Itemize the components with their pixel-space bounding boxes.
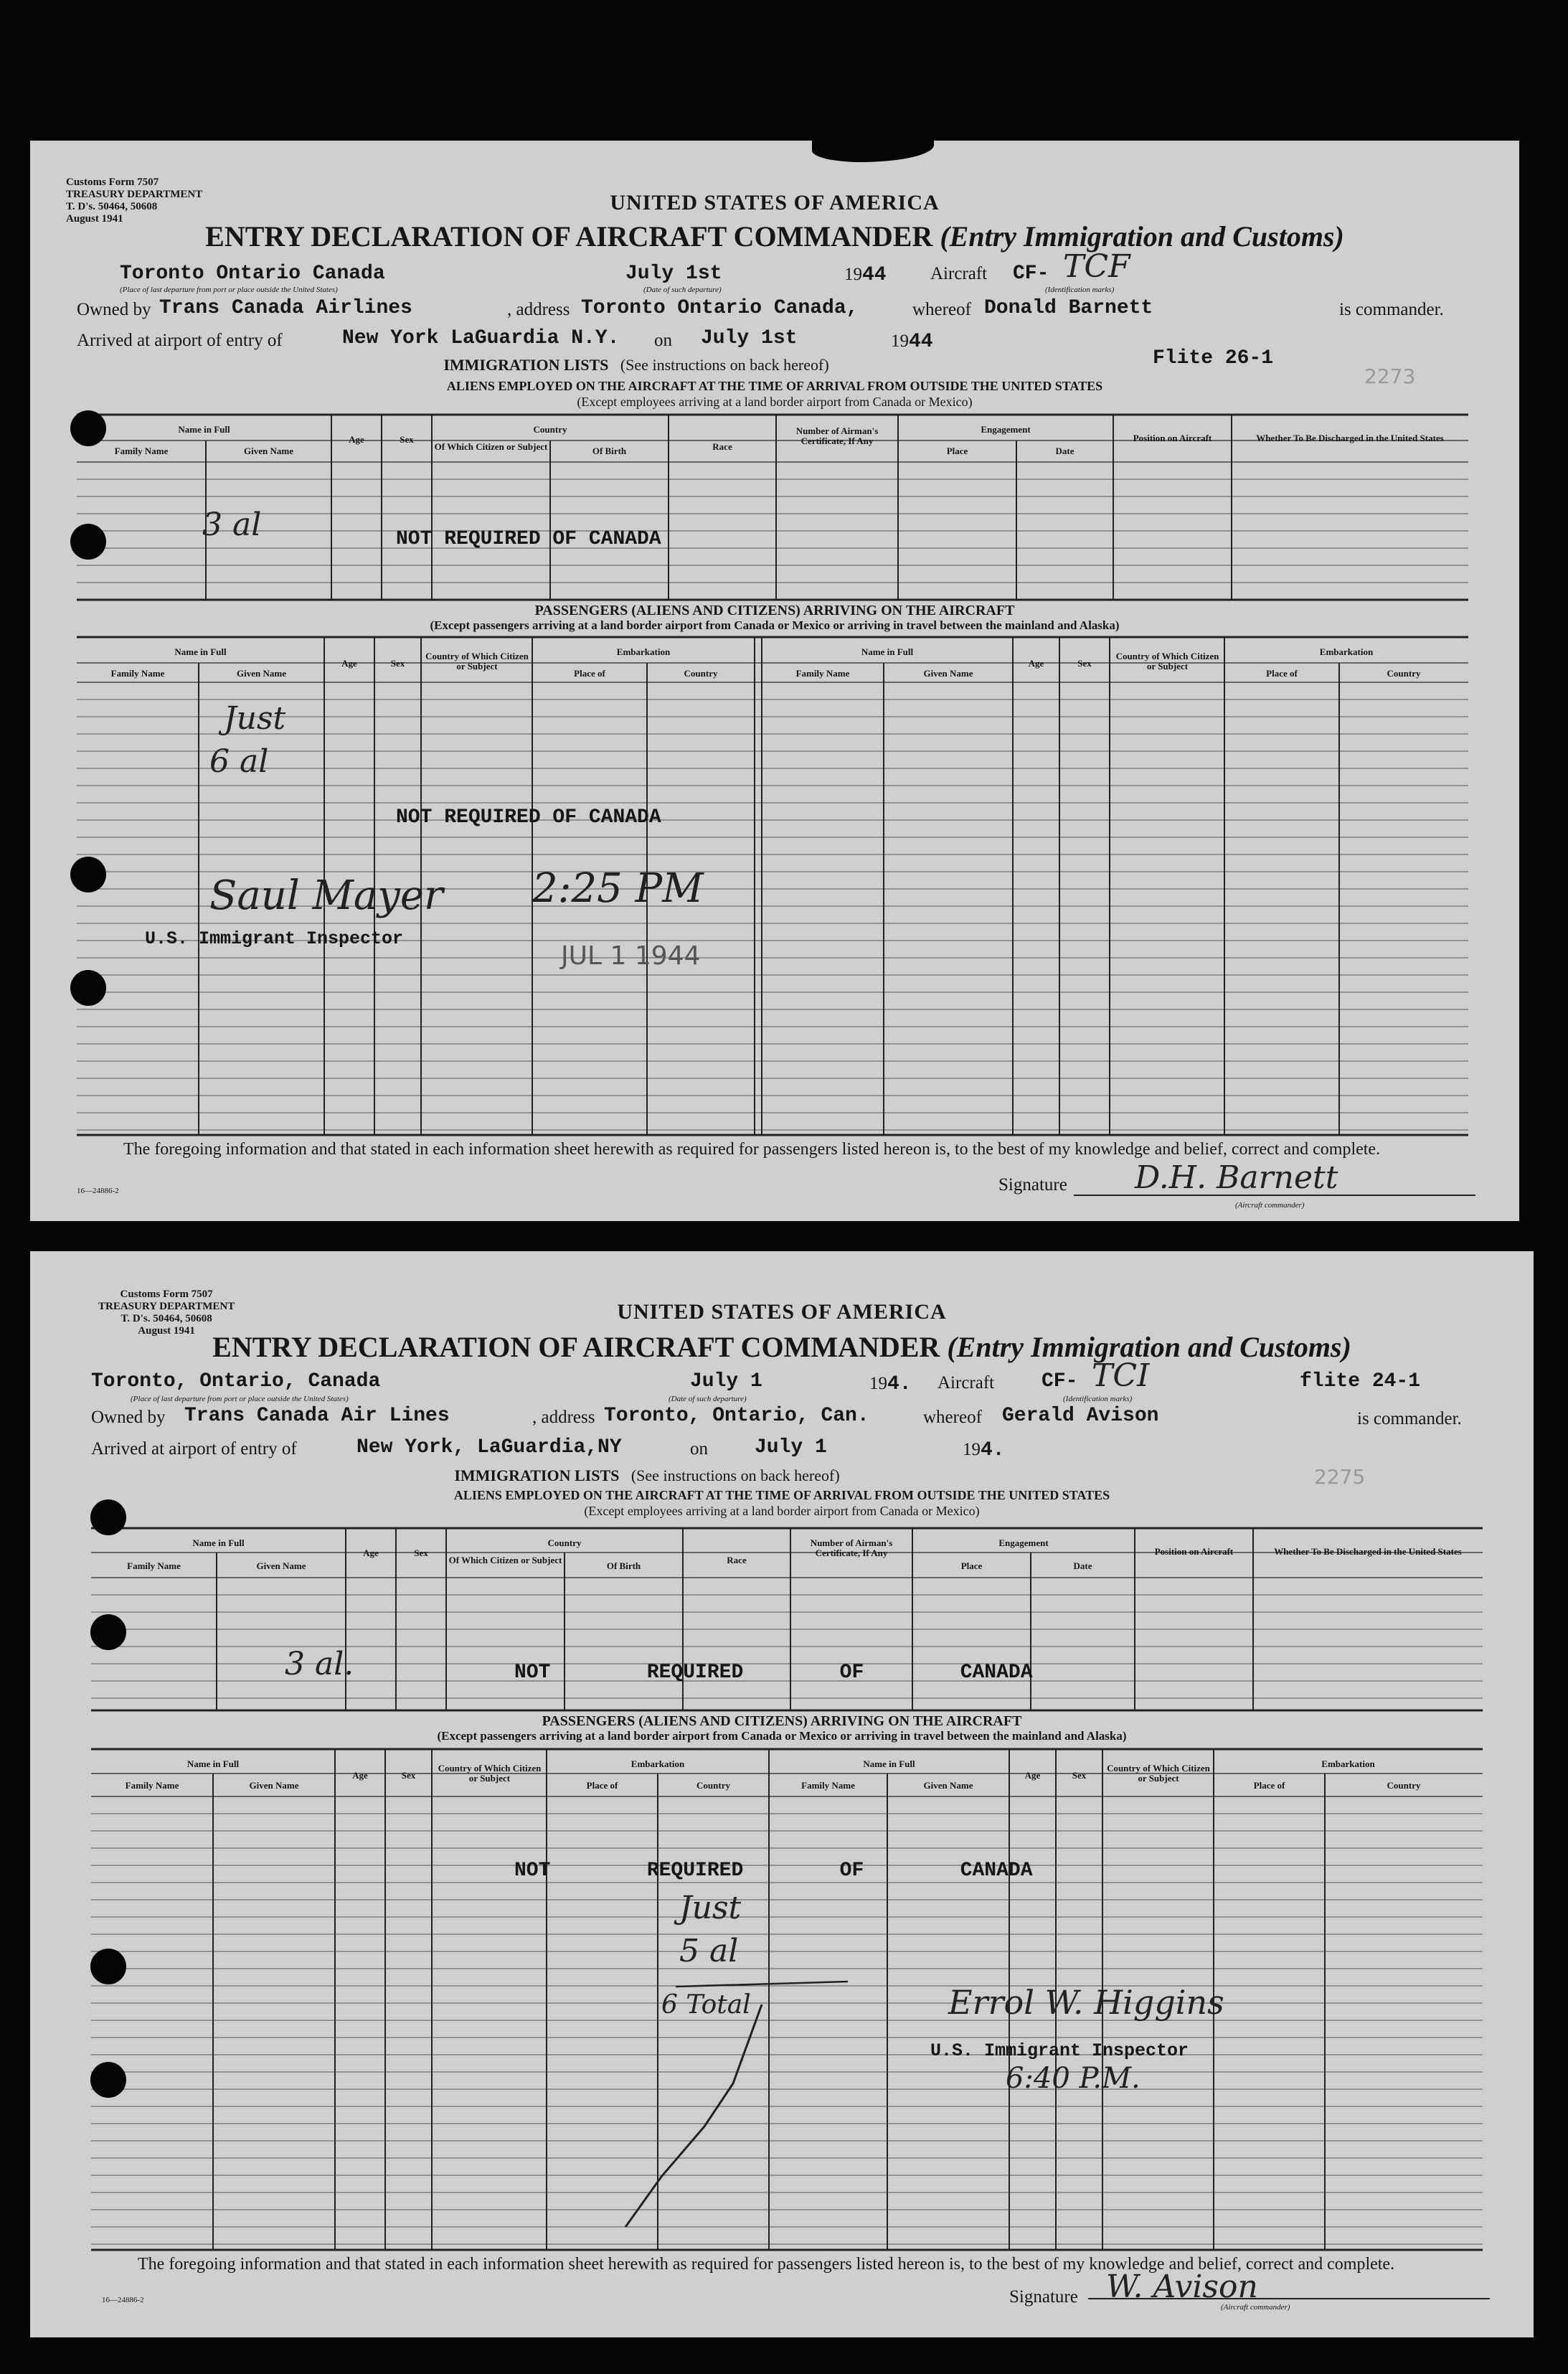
crew-header-race: Race [712, 441, 732, 452]
inspector-title: U.S. Immigrant Inspector [930, 2040, 1189, 2061]
crew-header-age: Age [349, 434, 364, 445]
crew-header-date: Date [1055, 446, 1075, 456]
immigration-lists: IMMIGRATION LISTS (See instructions on back hereof) [443, 356, 829, 374]
pax-header-embarkation: Embarkation [616, 646, 671, 657]
pax-header-given-name-2: Given Name [923, 1780, 973, 1791]
passengers-except: (Except passengers arriving at a land border airport from Canada or Mexico or arriving in travel between the mainland and Alaska) [430, 618, 1120, 632]
crew-header-country: Country [547, 1537, 582, 1548]
pax-header-sex: Sex [401, 1770, 416, 1781]
country-heading: UNITED STATES OF AMERICA [610, 191, 940, 215]
form-number: Customs Form 7507 [120, 1289, 213, 1300]
aircraft-mark: CF- [1042, 1370, 1078, 1393]
crew-header-given-name: Given Name [244, 446, 293, 456]
crew-header-country: Country [533, 424, 567, 435]
print-code: 16—24886-2 [77, 1187, 119, 1195]
departure-caption: (Place of last departure from port or place outside the United States) [131, 1395, 349, 1403]
declaration-form-1 [30, 141, 1519, 1221]
inspector-signature: Errol W. Higgins [948, 1983, 1224, 2022]
pax-header-name-in-full-2: Name in Full [861, 646, 914, 657]
crew-header-airmans-cert: Number of Airman's Certificate, If Any [810, 1537, 893, 1558]
binder-hole [70, 857, 106, 892]
pax-header-given-name: Given Name [249, 1780, 299, 1791]
signature-line [30, 141, 1519, 1221]
arrived-label: Arrived at airport of entry of [77, 331, 283, 350]
pax-handwritten-note-2: 5 al [679, 1933, 739, 1969]
immigration-lists: IMMIGRATION LISTS (See instructions on back hereof) [454, 1466, 840, 1484]
crew-header-discharged: Whether To Be Discharged in the United States [1256, 433, 1444, 443]
inspector-time: 6:40 P.M. [1006, 2062, 1140, 2095]
crew-header-name-in-full: Name in Full [192, 1537, 245, 1548]
binder-hole [90, 1499, 126, 1535]
crew-header-position: Position on Aircraft [1133, 433, 1212, 443]
id-caption: (Identification marks) [1045, 286, 1115, 294]
pax-header-citizen-of-2: Country of Which Citizen or Subject [1107, 1763, 1210, 1784]
departure-place: Toronto, Ontario, Canada [91, 1370, 381, 1393]
owner: Trans Canada Airlines [159, 297, 412, 319]
form-title: ENTRY DECLARATION OF AIRCRAFT COMMANDER (Entry Immigration and Customs) [212, 1331, 1351, 1363]
binder-hole [90, 2062, 126, 2098]
departure-date: July 1st [625, 263, 722, 285]
crew-header-family-name: Family Name [114, 446, 169, 456]
crew-header-citizen-of: Of Which Citizen or Subject [434, 441, 548, 452]
aliens-except: (Except employees arriving at a land border airport from Canada or Mexico) [577, 395, 973, 409]
id-caption: (Identification marks) [1063, 1395, 1133, 1403]
pax-header-citizen-of: Country of Which Citizen or Subject [425, 651, 529, 672]
commander-signature: D.H. Barnett [1135, 1159, 1338, 1196]
is-commander-label: is commander. [1357, 1409, 1462, 1428]
crew-header-name-in-full: Name in Full [178, 424, 230, 435]
pax-handwritten-note-3: 6 Total [661, 1990, 751, 2020]
crew-header-discharged: Whether To Be Discharged in the United States [1274, 1546, 1462, 1557]
crew-typed-note: NOT REQUIRED OF CANADA [514, 1662, 1033, 1684]
pax-header-sex-2: Sex [1072, 1770, 1087, 1781]
revision-date: August 1941 [66, 213, 123, 225]
signature-label: Signature [998, 1175, 1067, 1195]
arrival-date: July 1st [701, 327, 798, 349]
declaration-text: The foregoing information and that stated in each information sheet herewith as required for passengers listed hereon is, to the best of my knowledge and belief, correct and complete. [123, 1140, 1381, 1159]
signature-caption: (Aircraft commander) [1235, 1201, 1305, 1210]
form-number: Customs Form 7507 [66, 176, 159, 188]
form-grid [30, 1251, 1534, 2337]
crew-header-citizen-of: Of Which Citizen or Subject [448, 1555, 562, 1565]
arrival-year: 194. [963, 1439, 1005, 1461]
pax-typed-note: NOT REQUIRED OF CANADA [396, 806, 661, 829]
crew-header-place: Place [960, 1560, 983, 1571]
pax-typed-note: NOT REQUIRED OF CANADA [514, 1860, 1033, 1882]
pax-header-sex: Sex [390, 658, 405, 669]
print-code: 16—24886-2 [102, 2296, 144, 2304]
address-label: , address [532, 1408, 595, 1427]
aliens-except: (Except employees arriving at a land border airport from Canada or Mexico) [584, 1504, 980, 1518]
inspector-signature: Saul Mayer [209, 872, 443, 919]
pax-header-family-name: Family Name [125, 1780, 179, 1791]
crew-header-given-name: Given Name [256, 1560, 306, 1571]
signature-caption: (Aircraft commander) [1221, 2303, 1290, 2312]
address: Toronto, Ontario, Can. [604, 1405, 869, 1427]
crew-header-engagement: Engagement [981, 424, 1031, 435]
aircraft-mark: CF- [1013, 263, 1049, 285]
binder-hole [70, 410, 106, 446]
commander-name: Donald Barnett [984, 297, 1153, 319]
revision-date: August 1941 [138, 1325, 195, 1337]
crew-header-race: Race [727, 1555, 747, 1565]
pax-header-citizen-of: Country of Which Citizen or Subject [438, 1763, 542, 1784]
on-label: on [690, 1439, 708, 1459]
date-caption: (Date of such departure) [669, 1395, 747, 1403]
flight-number: flite 24-1 [1300, 1370, 1421, 1393]
crew-header-place: Place [946, 446, 968, 456]
pax-header-sex-2: Sex [1077, 658, 1092, 669]
pax-header-embarkation-2: Embarkation [1319, 646, 1374, 657]
td-number: T. D's. 50464, 50608 [121, 1313, 212, 1324]
binder-hole [70, 970, 106, 1006]
pax-header-country-2: Country [1387, 668, 1421, 679]
pax-header-given-name: Given Name [237, 668, 286, 679]
commander-name: Gerald Avison [1002, 1405, 1159, 1427]
passengers-heading: PASSENGERS (ALIENS AND CITIZENS) ARRIVING ON THE AIRCRAFT [542, 1713, 1022, 1729]
pax-header-age: Age [341, 658, 357, 669]
passengers-except: (Except passengers arriving at a land border airport from Canada or Mexico or arriving in travel between the mainland and Alaska) [437, 1729, 1127, 1743]
pax-header-age-2: Age [1024, 1770, 1041, 1781]
signature-label: Signature [1009, 2287, 1078, 2307]
declaration-form-2 [30, 1251, 1534, 2337]
departure-place: Toronto Ontario Canada [120, 263, 385, 285]
inspector-title: U.S. Immigrant Inspector [145, 928, 404, 949]
is-commander-label: is commander. [1339, 300, 1444, 319]
passengers-heading: PASSENGERS (ALIENS AND CITIZENS) ARRIVING ON THE AIRCRAFT [534, 603, 1015, 618]
pax-header-country-2: Country [1387, 1780, 1421, 1791]
commander-signature: W. Avison [1106, 2269, 1258, 2305]
flight-number: Flite 26-1 [1153, 347, 1274, 369]
pax-handwritten-note-2: 6 al [209, 743, 269, 780]
pax-header-country: Country [696, 1780, 730, 1791]
address: Toronto Ontario Canada, [581, 297, 859, 319]
crew-typed-note: NOT REQUIRED OF CANADA [396, 528, 661, 550]
pax-header-family-name: Family Name [110, 668, 165, 679]
aliens-heading: ALIENS EMPLOYED ON THE AIRCRAFT AT THE TIME OF ARRIVAL FROM OUTSIDE THE UNITED STATES [453, 1488, 1110, 1502]
pax-header-place-of: Place of [586, 1780, 618, 1791]
crew-handwritten-note: 3 al. [285, 1646, 354, 1682]
pax-header-place-of-2: Place of [1266, 668, 1298, 679]
pax-header-place-of: Place of [574, 668, 605, 679]
binder-hole [90, 1949, 126, 1984]
pax-header-embarkation-2: Embarkation [1321, 1758, 1375, 1769]
department: TREASURY DEPARTMENT [66, 189, 203, 200]
pax-header-name-in-full-2: Name in Full [863, 1758, 915, 1769]
arrival-year: 1944 [891, 331, 933, 353]
aircraft-mark-handwritten: TCF [1063, 248, 1130, 285]
pax-header-name-in-full: Name in Full [174, 646, 227, 657]
owner: Trans Canada Air Lines [184, 1405, 450, 1427]
year-field: 194. [869, 1373, 912, 1395]
crew-header-airmans-cert: Number of Airman's Certificate, If Any [795, 425, 879, 446]
crew-header-date: Date [1073, 1560, 1092, 1571]
pax-header-age: Age [352, 1770, 368, 1781]
inspector-time: 2:25 PM [532, 865, 704, 912]
airport: New York, LaGuardia,NY [356, 1436, 622, 1459]
crew-header-age: Age [363, 1548, 379, 1558]
crew-header-of-birth: Of Birth [592, 446, 627, 456]
binder-hole [90, 1614, 126, 1650]
arrival-date: July 1 [755, 1436, 827, 1459]
crew-header-sex: Sex [400, 434, 414, 445]
pax-header-country: Country [684, 668, 718, 679]
on-label: on [654, 331, 672, 350]
year-field: 1944 [844, 264, 887, 286]
declaration-text: The foregoing information and that stated in each information sheet herewith as required for passengers listed hereon is, to the best of my knowledge and belief, correct and complete. [138, 2255, 1395, 2274]
crew-header-position: Position on Aircraft [1154, 1546, 1234, 1557]
stamp-number: 2273 [1364, 364, 1416, 388]
address-label: , address [507, 300, 570, 319]
binder-hole [70, 524, 106, 560]
whereof-label: whereof [923, 1408, 982, 1427]
crew-handwritten-note: 3 al [202, 507, 262, 543]
aircraft-label: Aircraft [930, 264, 988, 283]
departure-date: July 1 [690, 1370, 762, 1393]
whereof-label: whereof [912, 300, 971, 319]
crew-header-engagement: Engagement [998, 1537, 1049, 1548]
country-heading: UNITED STATES OF AMERICA [617, 1300, 947, 1324]
pax-header-age-2: Age [1028, 658, 1044, 669]
pax-header-family-name-2: Family Name [795, 668, 850, 679]
pax-header-place-of-2: Place of [1253, 1780, 1285, 1791]
pax-handwritten-note-1: Just [679, 1890, 742, 1926]
pax-handwritten-note-1: Just [224, 700, 286, 737]
pax-header-family-name-2: Family Name [801, 1780, 855, 1791]
arrived-label: Arrived at airport of entry of [91, 1439, 297, 1459]
departure-caption: (Place of last departure from port or place outside the United States) [120, 286, 338, 294]
td-number: T. D's. 50464, 50608 [66, 201, 158, 212]
form-title: ENTRY DECLARATION OF AIRCRAFT COMMANDER (Entry Immigration and Customs) [205, 220, 1344, 253]
aircraft-label: Aircraft [938, 1373, 995, 1393]
aircraft-mark-handwritten: TCI [1092, 1357, 1150, 1394]
pax-header-given-name-2: Given Name [923, 668, 973, 679]
crew-header-of-birth: Of Birth [606, 1560, 641, 1571]
owned-by-label: Owned by [77, 300, 151, 319]
crew-header-sex: Sex [414, 1548, 428, 1558]
department: TREASURY DEPARTMENT [98, 1301, 235, 1312]
pax-header-embarkation: Embarkation [630, 1758, 685, 1769]
airport: New York LaGuardia N.Y. [342, 327, 620, 349]
crew-header-family-name: Family Name [127, 1560, 181, 1571]
date-caption: (Date of such departure) [643, 286, 722, 294]
owned-by-label: Owned by [91, 1408, 166, 1427]
stamp-number: 2275 [1314, 1465, 1366, 1489]
pax-header-citizen-of-2: Country of Which Citizen or Subject [1115, 651, 1219, 672]
date-stamp: JUL 1 1944 [561, 941, 701, 971]
pax-header-name-in-full: Name in Full [186, 1758, 240, 1769]
aliens-heading: ALIENS EMPLOYED ON THE AIRCRAFT AT THE TIME OF ARRIVAL FROM OUTSIDE THE UNITED STATES [446, 379, 1103, 393]
